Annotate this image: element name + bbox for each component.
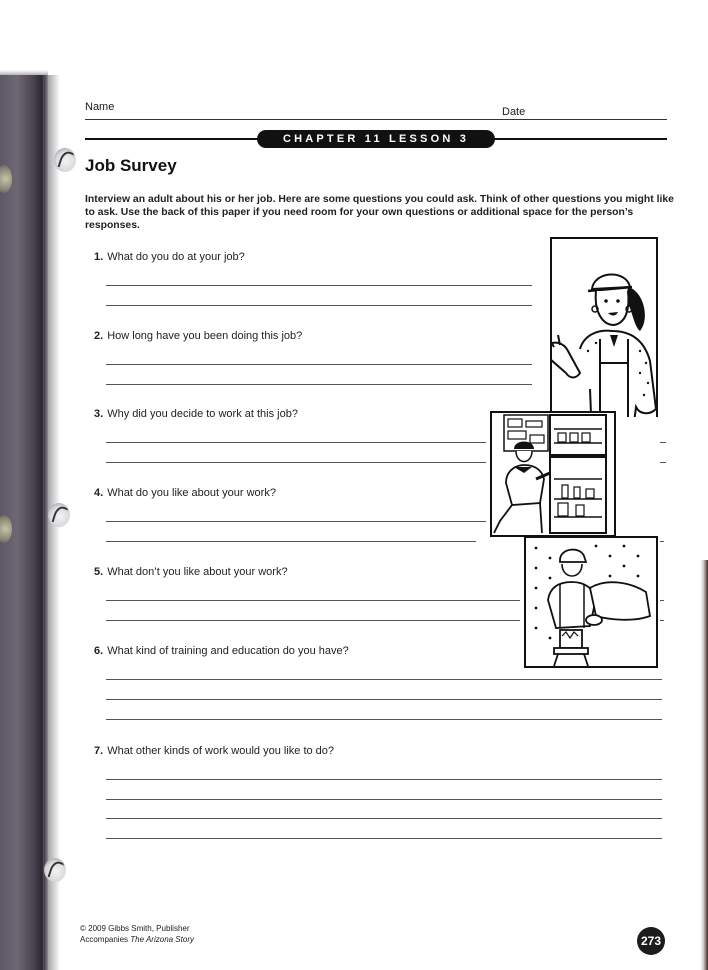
answer-line[interactable] xyxy=(106,541,476,542)
answer-line[interactable] xyxy=(106,384,532,385)
accompanies-text xyxy=(80,934,194,945)
book-title: The Arizona Story xyxy=(130,935,194,944)
binder-ring xyxy=(0,165,12,193)
name-date-row xyxy=(85,101,667,121)
refrigerator-repair-icon xyxy=(492,413,614,535)
question-number: 6. xyxy=(94,645,104,657)
answer-line[interactable] xyxy=(106,364,532,365)
page-right-edge xyxy=(700,560,708,970)
wallpaper-hanger-illustration xyxy=(524,536,658,668)
punch-hole-icon xyxy=(54,148,76,172)
date-label: Date xyxy=(502,106,526,118)
answer-line-stub xyxy=(660,462,666,463)
answer-line-stub xyxy=(660,600,664,601)
question-6 xyxy=(94,645,349,657)
question-4 xyxy=(94,487,276,499)
question-text: Why did you decide to work at this job? xyxy=(107,408,298,420)
answer-line[interactable] xyxy=(106,799,662,800)
answer-line[interactable] xyxy=(106,600,520,601)
answer-line[interactable] xyxy=(106,285,532,286)
answer-line[interactable] xyxy=(106,462,486,463)
answer-line[interactable] xyxy=(106,719,662,720)
question-number: 1. xyxy=(94,251,104,263)
question-text: What other kinds of work would you like to do? xyxy=(107,745,335,757)
chapter-banner: CHAPTER 11 LESSON 3 xyxy=(257,130,495,148)
question-5 xyxy=(94,566,288,578)
answer-line[interactable] xyxy=(106,442,486,443)
punch-hole-icon xyxy=(44,858,66,882)
question-text: What kind of training and education do you have? xyxy=(107,645,349,657)
answer-line[interactable] xyxy=(106,305,532,306)
answer-line[interactable] xyxy=(106,521,486,522)
question-text: What do you like about your work? xyxy=(107,487,276,499)
answer-line[interactable] xyxy=(106,620,520,621)
question-number: 3. xyxy=(94,408,104,420)
answer-line[interactable] xyxy=(106,679,662,680)
name-label: Name xyxy=(85,101,115,113)
question-1 xyxy=(94,251,245,263)
answer-line-stub xyxy=(660,442,666,443)
copyright-text: © 2009 Gibbs Smith, Publisher xyxy=(80,924,190,933)
question-number: 2. xyxy=(94,330,104,342)
binder-spine xyxy=(0,75,48,970)
page-number-badge: 273 xyxy=(637,927,665,955)
answer-line[interactable] xyxy=(106,779,662,780)
punch-hole-icon xyxy=(48,503,70,527)
binder-ring xyxy=(0,515,12,543)
construction-worker-illustration xyxy=(550,237,658,417)
question-text: How long have you been doing this job? xyxy=(107,330,303,342)
refrigerator-repair-illustration xyxy=(490,411,616,537)
question-number: 4. xyxy=(94,487,104,499)
construction-worker-icon xyxy=(550,239,658,417)
wallpaper-hanger-icon xyxy=(526,538,656,666)
name-date-line[interactable] xyxy=(85,119,667,120)
answer-line[interactable] xyxy=(106,838,662,839)
instructions: Interview an adult about his or her job. Here are some questions you could ask. Think of other questions you might like to ask. Use the back of this paper if you need room for your own questions or additional space for the person’s responses. xyxy=(85,194,674,231)
answer-line[interactable] xyxy=(106,818,662,819)
question-2 xyxy=(94,330,302,342)
question-3 xyxy=(94,408,298,420)
answer-line-stub xyxy=(660,620,664,621)
question-text: What do you do at your job? xyxy=(107,251,245,263)
answer-line-stub xyxy=(660,541,664,542)
question-text: What don’t you like about your work? xyxy=(107,566,288,578)
footer-credits xyxy=(80,923,194,945)
question-7 xyxy=(94,745,334,757)
question-number: 5. xyxy=(94,566,104,578)
answer-line[interactable] xyxy=(106,699,662,700)
accompanies-prefix: Accompanies xyxy=(80,935,131,944)
page-title: Job Survey xyxy=(85,156,177,175)
question-number: 7. xyxy=(94,745,104,757)
